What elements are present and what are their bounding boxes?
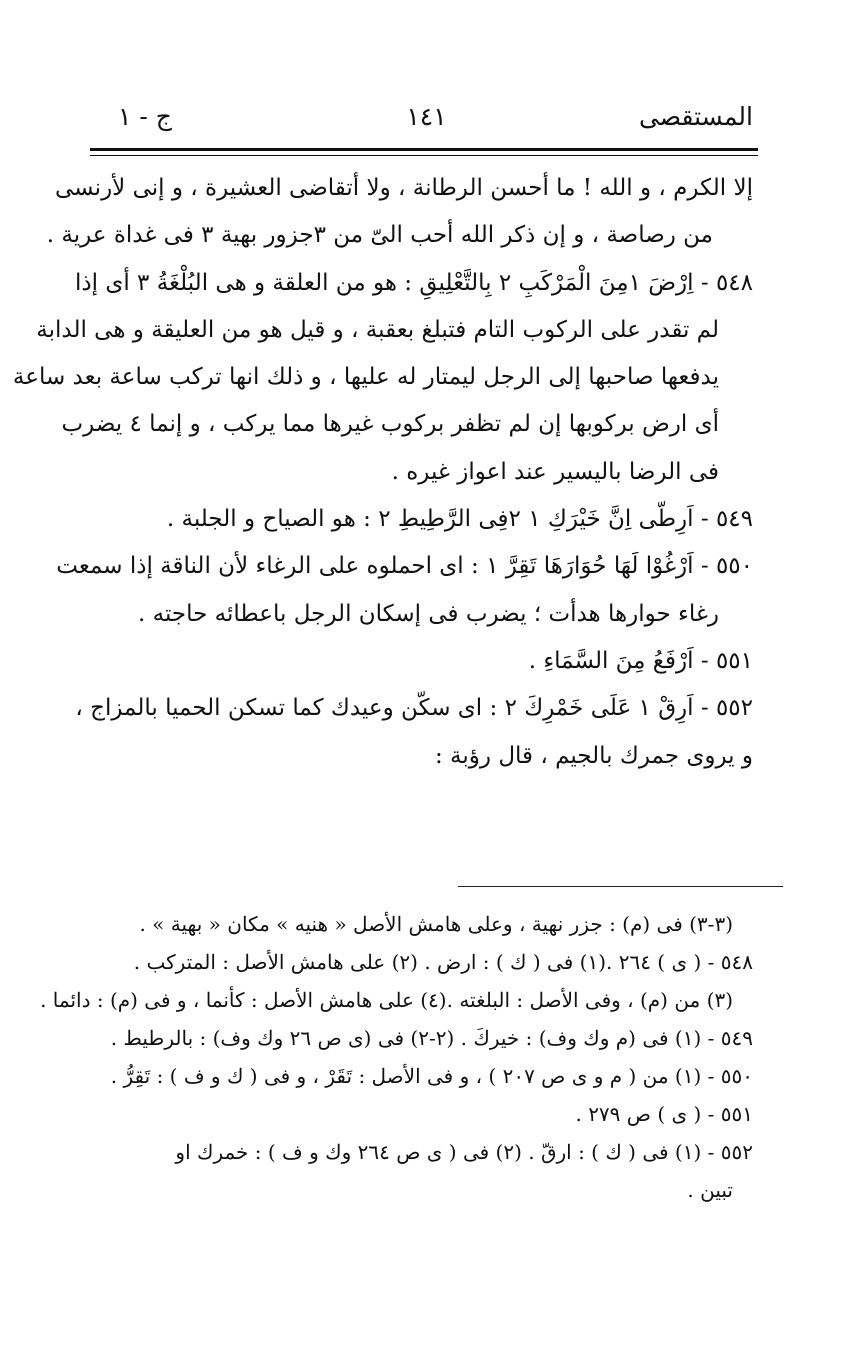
entry-550-line: ٥٥٠ - اَرْغُوْا لَهَا حُوَارَهَا تَقِرَّ ١ : اى احملوه على الرغاء لأن الناقة إذا سمعت — [56, 553, 753, 580]
volume-label: ج - ١ — [118, 102, 172, 131]
footnote-rule — [458, 886, 783, 887]
text-line: إلا الكرم ، و الله ! ما أحسن الرطانة ، ولا أتقاضى العشيرة ، و إنى لأرنسى — [54, 175, 753, 201]
header-rule-thin — [90, 155, 758, 156]
text-line: يدفعها صاحبها إلى الرجل ليمتار له عليها ، و ذلك انها تركب ساعة بعد ساعة — [12, 364, 719, 391]
book-title: المستقصى — [638, 102, 753, 131]
footnote-line: (٣-٣) فى (م) : جزر نهية ، وعلى هامش الأصل « هنيه » مكان « بهية » . — [139, 912, 733, 936]
page-header — [100, 98, 753, 142]
text-line: من رصاصة ، و إن ذكر الله أحب الىّ من ٣جزور بهية ٣ فى غداة عرية . — [46, 222, 713, 249]
text-line: رغاء حوارها هدأت ؛ يضرب فى إسكان الرجل باعطائه حاجته . — [138, 600, 719, 627]
footnote-line: ٥٥١ - ( ى ) ص ٢٧٩ . — [575, 1102, 753, 1126]
text-line: و يروى جمرك بالجيم ، قال رؤبة : — [435, 742, 753, 769]
entry-548-line: ٥٤٨ - اِرْضَ ١مِنَ الْمَرْكَبِ ٢ بِالتَّعْلِيقِ : هو من العلقة و هى البُلْغَةُ ٣ أى إذا — [74, 269, 753, 296]
footnote-line: ٥٤٨ - ( ى ) ٢٦٤ .(١) فى ( ك ) : ارض . (٢) على هامش الأصل : المتركب . — [133, 950, 753, 974]
page-number: ١٤١ — [406, 102, 447, 131]
main-text — [12, 165, 753, 780]
footnote-line: (٣) من (م) ، وفى الأصل : البلغته .(٤) على هامش الأصل : كأنما ، و فى (م) : دائما . — [40, 988, 733, 1012]
footnote-line: ٥٥٢ - (١) فى ( ك ) : ارقّ . (٢) فى ( ى ص ٢٦٤ وك و ف ) : خمرك او — [175, 1140, 753, 1164]
text-line: أى ارض بركوبها إن لم تظفر بركوب غيرها مما يركب ، و إنما ٤ يضرب — [61, 411, 719, 438]
text-line: لم تقدر على الركوب التام فتبلغ بعقبة ، و قيل هو من العليقة و هى الدابة — [36, 316, 719, 343]
entry-551-line: ٥٥١ - اَرْفَعُ مِنَ السَّمَاءِ . — [528, 647, 753, 674]
footnote-line: ٥٤٩ - (١) فى (م وك وف) : خيركَ . (٢-٢) فى (ى ص ٢٦ وك وف) : بالرطيط . — [110, 1026, 753, 1050]
footnotes — [40, 905, 753, 1209]
text-line: فى الرضا باليسير عند اعواز غيره . — [391, 458, 719, 485]
header-rule-thick — [90, 148, 758, 151]
entry-552-line: ٥٥٢ - اَرِقْ ١ عَلَى خَمْرِكَ ٢ : اى سكّن وعيدك كما تسكن الحميا بالمزاج ، — [75, 695, 753, 722]
footnote-line: تبين . — [687, 1178, 733, 1202]
entry-549-line: ٥٤٩ - اَرِطّى اِنَّ خَيْرَكِ ١ ٢فِى الرَّطِيطِ ٢ : هو الصياح و الجلبة . — [166, 506, 753, 533]
footnote-line: ٥٥٠ - (١) من ( م و ى ص ٢٠٧ ) ، و فى الأصل : تَقَرْ ، و فى ( ك و ف ) : تَقِرُّ . — [110, 1064, 753, 1088]
